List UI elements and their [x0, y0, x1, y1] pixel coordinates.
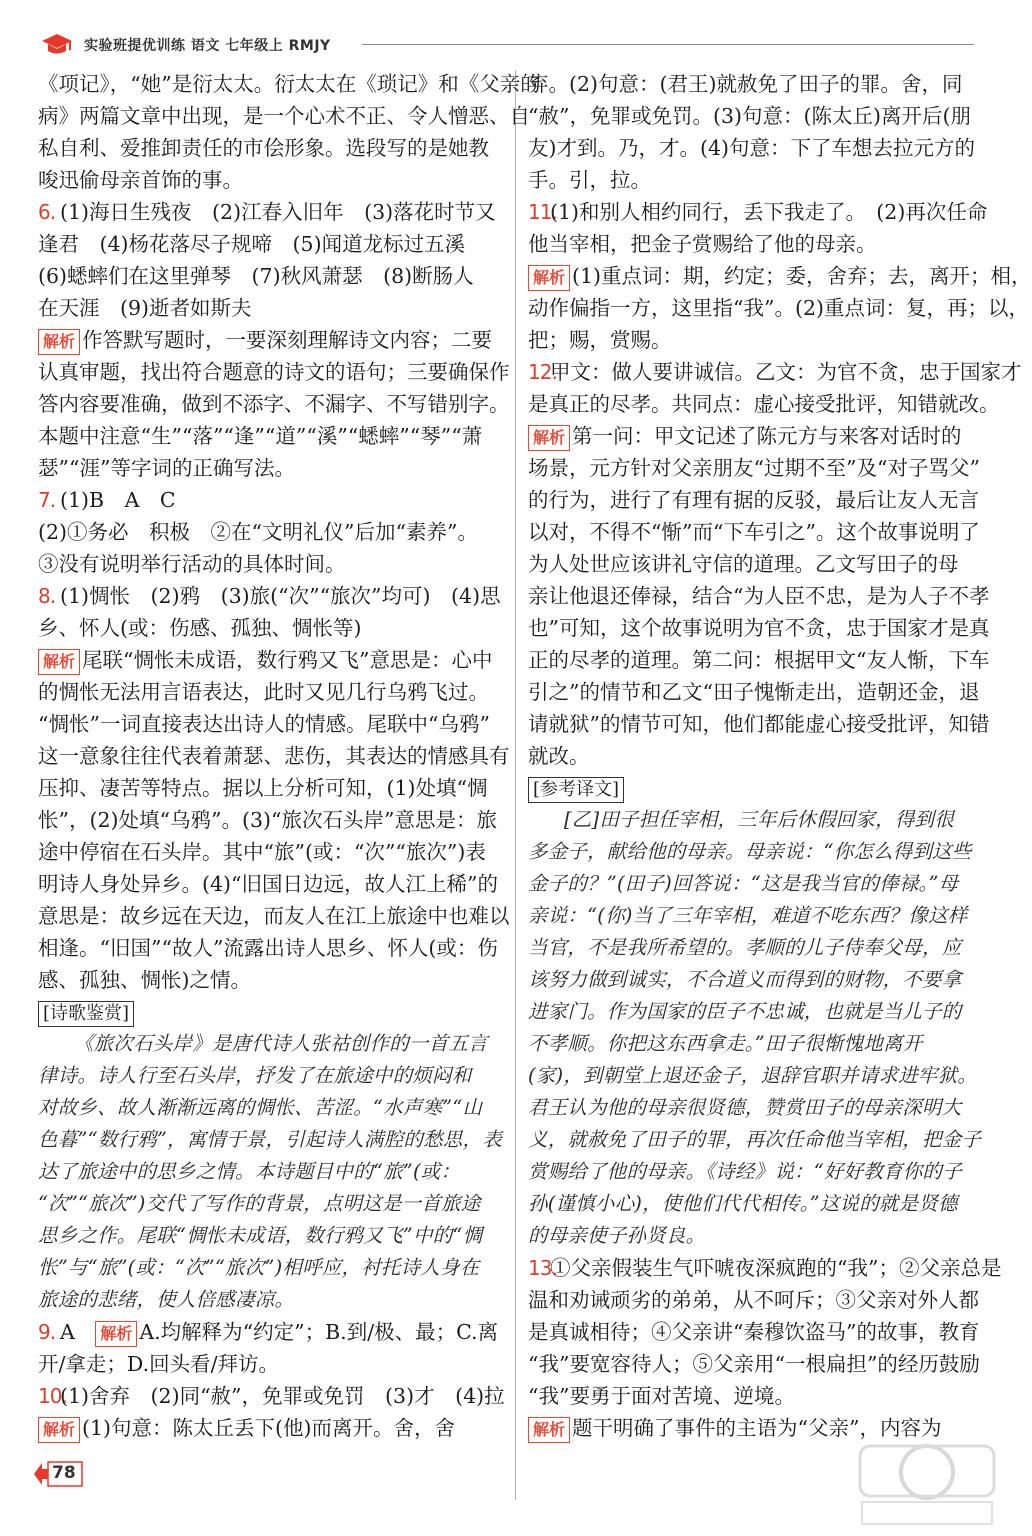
- line-text: (1)舍弃 (2)同“赦”，免罪或免罚 (3)才 (4)拉: [60, 1384, 505, 1408]
- line-text: [乙]田子担任宰相，三年后休假回家，得到很: [564, 808, 954, 831]
- analysis-tag-label: 解析: [533, 1420, 566, 1439]
- line-text: 把；赐，赏赐。: [528, 328, 672, 352]
- line-text: “我”要勇于面对苦境、逆境。: [528, 1384, 795, 1408]
- text-line: [38, 292, 502, 324]
- analysis-tag: [38, 1417, 80, 1443]
- line-text: 引之”的情节和乙文“田子愧惭走出，造朝还金，退: [528, 680, 980, 704]
- text-line: [38, 676, 502, 708]
- line-text: 为人处世应该讲礼守信的道理。乙文写田子的母: [528, 552, 959, 576]
- line-text: 甲文：做人要讲诚信。乙文：为官不贪，忠于国家才: [550, 360, 1022, 384]
- text-line: [528, 1348, 980, 1380]
- text-line: [38, 1252, 502, 1284]
- question-number: 12.: [528, 360, 557, 384]
- line-text: A: [60, 1320, 96, 1344]
- line-text: (家)，到朝堂上退还金子，退辞官职并请求进牢狱。: [528, 1064, 978, 1087]
- line-text: 弃。(2)句意：(君王)就赦免了田子的罪。舍，同: [528, 72, 963, 96]
- text-line: [38, 452, 502, 484]
- line-text: 瑟”“涯”等字词的正确写法。: [38, 456, 295, 480]
- line-text: 本题中注意“生”“落”“逢”“道”“溪”“蟋蟀”“琴”“萧: [38, 424, 483, 448]
- text-line: [528, 420, 980, 452]
- line-text: 认真审题，找出符合题意的诗文的语句；三要确保作: [38, 360, 510, 384]
- line-text: “我”要宽容待人；⑤父亲用“一根扁担”的经历鼓励: [528, 1352, 980, 1376]
- text-line: [528, 292, 1029, 324]
- text-line: [38, 1220, 502, 1252]
- question-number: 6.: [38, 200, 56, 224]
- text-line: [38, 644, 502, 676]
- analysis-tag: [528, 425, 570, 451]
- text-line: [528, 1316, 980, 1348]
- line-text: (6)蟋蟀们在这里弹琴 (7)秋风萧瑟 (8)断肠人: [38, 264, 474, 288]
- line-text: 思乡之作。尾联“惆怅未成语，数行鸦又飞”中的“惆: [38, 1224, 483, 1247]
- analysis-tag-label: 解析: [43, 1420, 76, 1439]
- page-number: 78: [52, 1463, 76, 1483]
- text-line: [38, 132, 502, 164]
- line-text: 作答默写题时，一要深刻理解诗文内容；二要: [82, 328, 493, 352]
- line-text: 意思是：故乡远在天边，而友人在江上旅途中也难以: [38, 904, 510, 928]
- line-text: 温和劝诫顽劣的弟弟，从不呵斥；③父亲对外人都: [528, 1288, 979, 1312]
- text-line: [38, 356, 510, 388]
- line-text: 色暮”“数行鸦”，寓情于景，引起诗人满腔的愁思，表: [38, 1128, 502, 1151]
- text-line: [528, 1412, 980, 1444]
- analysis-tag-label: 解析: [533, 268, 566, 287]
- question-number: 10.: [38, 1384, 67, 1408]
- text-line: [38, 900, 510, 932]
- text-line: [528, 996, 980, 1028]
- line-text: 达了旅途中的思乡之情。本诗题目中的“旅”(或：: [38, 1160, 461, 1183]
- text-line: [38, 260, 502, 292]
- text-line: [528, 228, 980, 260]
- text-line: [528, 452, 980, 484]
- text-line: [38, 964, 502, 996]
- text-line: [38, 1284, 502, 1316]
- graduation-cap-logo-icon: [40, 32, 74, 58]
- line-text: ①父亲假装生气吓唬夜深疯跑的“我”；②父亲总是: [550, 1256, 1002, 1280]
- text-line: [528, 740, 980, 772]
- analysis-tag: [528, 265, 570, 291]
- analysis-tag: [38, 649, 80, 675]
- text-line: [38, 708, 502, 740]
- column-divider: [515, 70, 516, 1500]
- text-line: [38, 740, 510, 772]
- line-text: 旅途的悲绪，使人倍感凄凉。: [38, 1288, 295, 1311]
- text-line: [528, 324, 980, 356]
- text-line: [38, 580, 502, 612]
- line-text: 《旅次石头岸》是唐代诗人张祜创作的一首五言: [74, 1032, 488, 1055]
- line-text: 友)才到。乃，才。(4)句意：下了车想去拉元方的: [528, 136, 976, 160]
- analysis-tag-label: 解析: [43, 652, 76, 671]
- text-line: [38, 1348, 502, 1380]
- line-text: 开/拿走；D.回头看/拜访。: [38, 1352, 280, 1376]
- text-line: [38, 1316, 502, 1348]
- text-line: [528, 1092, 980, 1124]
- analysis-tag-label: 解析: [43, 332, 76, 351]
- line-text: 进家门。作为国家的臣子不忠诚，也就是当儿子的: [528, 1000, 962, 1023]
- line-text: 唆迅偷母亲首饰的事。: [38, 168, 243, 192]
- line-text: 义，就赦免了田子的罪，再次任命他当宰相，把金子: [528, 1128, 982, 1151]
- line-text: 第一问：甲文记述了陈元方与来客对话时的: [572, 424, 962, 448]
- text-line: [528, 804, 980, 836]
- text-line: [528, 260, 1032, 292]
- text-line: [38, 548, 502, 580]
- text-line: [528, 164, 980, 196]
- question-number: 11.: [528, 200, 557, 224]
- text-line: [38, 772, 502, 804]
- text-line: [528, 516, 980, 548]
- line-text: (1)重点词：期，约定；委，舍弃；去，离开；相，: [572, 264, 1032, 288]
- line-text: 题干明确了事件的主语为“父亲”，内容为: [572, 1416, 942, 1440]
- line-text: 该努力做到诚实，不合道义而得到的财物，不要拿: [528, 968, 962, 991]
- text-line: [528, 68, 980, 100]
- text-line: [38, 228, 502, 260]
- line-text: 《项记》，“她”是衍太太。衍太太在《琐记》和《父亲的: [38, 72, 541, 96]
- line-text: 乡、怀人(或：伤感、孤独、惆怅等): [38, 616, 362, 640]
- line-text: 在天涯 (9)逝者如斯夫: [38, 296, 252, 320]
- header-rule: [362, 44, 974, 45]
- analysis-tag-label: 解析: [533, 428, 566, 447]
- text-line: [528, 836, 980, 868]
- question-number: 9.: [38, 1320, 56, 1344]
- text-line: [528, 1156, 980, 1188]
- line-text: 逢君 (4)杨花落尽子规啼 (5)闻道龙标过五溪: [38, 232, 466, 256]
- line-text: 请就狱”的情节可知，他们都能虚心接受批评，知错: [528, 712, 990, 736]
- line-text: 他当宰相，把金子赏赐给了他的母亲。: [528, 232, 877, 256]
- book-title: 实验班提优训练 语文 七年级上 RMJY: [84, 38, 331, 54]
- question-number: 7.: [38, 488, 56, 512]
- line-text: (1)海日生残夜 (2)江春入旧年 (3)落花时节又: [60, 200, 496, 224]
- line-text: (1)B A C: [60, 488, 176, 512]
- right-column: [528, 68, 1032, 1444]
- text-line: [38, 612, 502, 644]
- text-line: [38, 804, 502, 836]
- text-line: [528, 100, 980, 132]
- line-text: 怅”与“旅”(或：“次”“旅次”)相呼应，衬托诗人身在: [38, 1256, 480, 1279]
- text-line: [528, 708, 990, 740]
- line-text: 金子的？”(田子)回答说：“这是我当官的俸禄。”母: [528, 872, 959, 895]
- text-line: [528, 484, 980, 516]
- text-line: [38, 324, 502, 356]
- text-line: [528, 644, 990, 676]
- text-line: [38, 164, 502, 196]
- line-text: 私自利、爱推卸责任的市侩形象。选段写的是她教: [38, 136, 489, 160]
- text-line: [38, 196, 502, 228]
- site-watermark-logo: [852, 1442, 1002, 1530]
- text-line: [528, 388, 1000, 420]
- line-text: 当官，不是我所希望的。孝顺的儿子侍奉父母，应: [528, 936, 962, 959]
- line-text: 是真诚相待；④父亲讲“秦穆饮盗马”的故事，教育: [528, 1320, 980, 1344]
- text-line: [528, 132, 980, 164]
- text-line: [38, 1412, 502, 1444]
- line-text: 亲说：“(你)当了三年宰相，难道不吃东西？像这样: [528, 904, 968, 927]
- text-line: [528, 1188, 980, 1220]
- text-line: [528, 1380, 980, 1412]
- line-text: 是真正的尽孝。共同点：虚心接受批评，知错就改。: [528, 392, 1000, 416]
- text-line: [38, 1124, 502, 1156]
- question-number: 13.: [528, 1256, 557, 1280]
- left-column: [38, 68, 541, 1444]
- text-line: [528, 676, 980, 708]
- text-line: [528, 356, 1022, 388]
- text-line: [38, 1380, 505, 1412]
- line-text: 不孝顺。你把这东西拿走。”田子很惭愧地离开: [528, 1032, 923, 1055]
- analysis-tag: [95, 1321, 137, 1347]
- line-text: “赦”，免罪或免罚。(3)句意：(陈太丘)离开后(朋: [528, 104, 971, 128]
- line-text: (1)句意：陈太丘丢下(他)而离开。舍，舍: [82, 1416, 456, 1440]
- text-line: [528, 580, 990, 612]
- section-heading-label: [参考译文]: [533, 779, 620, 800]
- text-line: [528, 932, 980, 964]
- analysis-tag: [528, 1417, 570, 1443]
- text-line: [38, 868, 502, 900]
- line-text: 动作偏指一方，这里指“我”。(2)重点词：复，再；以，: [528, 296, 1029, 320]
- text-line: [528, 1220, 980, 1252]
- line-text: ③没有说明举行活动的具体时间。: [38, 552, 346, 576]
- line-text: “次”“旅次”)交代了写作的背景，点明这是一首旅途: [38, 1192, 481, 1215]
- text-line: [528, 1252, 1002, 1284]
- line-text: 赏赐给了他的母亲。《诗经》说：“好好教育你的子: [528, 1160, 962, 1183]
- text-line: [38, 1028, 502, 1060]
- text-line: [38, 932, 502, 964]
- line-text: 场景，元方针对父亲朋友“过期不至”及“对子骂父”: [528, 456, 980, 480]
- text-line: [528, 868, 980, 900]
- line-text: (1)和别人相约同行，丢下我走了。 (2)再次任命: [550, 200, 988, 224]
- text-line: [38, 996, 502, 1028]
- line-text: 手。引，拉。: [528, 168, 651, 192]
- text-line: [38, 836, 502, 868]
- text-line: [528, 1284, 980, 1316]
- line-text: 律诗。诗人行至石头岸，抒发了在旅途中的烦闷和: [38, 1064, 472, 1087]
- text-line: [528, 772, 980, 804]
- line-text: 答内容要准确，做到不添字、不漏字、不写错别字。: [38, 392, 510, 416]
- text-line: [38, 1188, 502, 1220]
- line-text: 对故乡、故人渐渐远离的惆怅、苦涩。“水声寒”“山: [38, 1096, 483, 1119]
- question-number: 8.: [38, 584, 56, 608]
- text-line: [528, 1028, 980, 1060]
- line-text: 正的尽孝的道理。第二问：根据甲文“友人惭，下车: [528, 648, 990, 672]
- section-heading-label: [诗歌鉴赏]: [43, 1003, 130, 1024]
- text-line: [38, 1060, 502, 1092]
- line-text: (1)惆怅 (2)鸦 (3)旅(“次”“旅次”均可) (4)思: [60, 584, 501, 608]
- page-header: [40, 32, 980, 58]
- line-text: 怅”，(2)处填“乌鸦”。(3)“旅次石头岸”意思是：旅: [38, 808, 497, 832]
- line-text: 就改。: [528, 744, 590, 768]
- text-line: [528, 548, 980, 580]
- analysis-tag-label: 解析: [100, 1324, 133, 1343]
- line-text: 这一意象往往代表着萧瑟、悲伤，其表达的情感具有: [38, 744, 510, 768]
- line-text: 孙(谨慎小心)，使他们代代相传。”这说的就是贤德: [528, 1192, 958, 1215]
- analysis-tag: [38, 329, 80, 355]
- line-text: (2)①务必 积极 ②在“文明礼仪”后加“素养”。: [38, 520, 478, 544]
- text-line: [38, 516, 502, 548]
- line-text: 的惆怅无法用言语表达，此时又见几行乌鸦飞过。: [38, 680, 489, 704]
- text-line: [528, 612, 990, 644]
- text-line: [528, 964, 980, 996]
- line-text: 病》两篇文章中出现，是一个心术不正、令人憎恶、自: [38, 104, 530, 128]
- text-line: [38, 100, 530, 132]
- text-line: [528, 1060, 980, 1092]
- text-line: [38, 388, 510, 420]
- text-line: [38, 1156, 502, 1188]
- text-line: [38, 1092, 502, 1124]
- text-line: [528, 1124, 980, 1156]
- line-text: A.均解释为“约定”；B.到/极、最；C.离: [139, 1320, 499, 1344]
- line-text: 感、孤独、惆怅)之情。: [38, 968, 251, 992]
- text-line: [528, 196, 988, 228]
- line-text: 相逢。“旧国”“故人”流露出诗人思乡、怀人(或：伤: [38, 936, 498, 960]
- line-text: 多金子，献给他的母亲。母亲说：“你怎么得到这些: [528, 840, 972, 863]
- line-text: 亲让他退还俸禄，结合“为人臣不忠，是为人子不孝: [528, 584, 990, 608]
- line-text: 明诗人身处异乡。(4)“旧国日边远，故人江上稀”的: [38, 872, 498, 896]
- line-text: 君王认为他的母亲很贤德，赞赏田子的母亲深明大: [528, 1096, 962, 1119]
- line-text: 的母亲使子孙贤良。: [528, 1224, 706, 1247]
- line-text: “惆怅”一词直接表达出诗人的情感。尾联中“乌鸦”: [38, 712, 490, 736]
- text-line: [38, 484, 502, 516]
- line-text: 以对，不得不“惭”而“下车引之”。这个故事说明了: [528, 520, 980, 544]
- text-line: [38, 68, 541, 100]
- text-line: [38, 420, 502, 452]
- text-line: [528, 900, 980, 932]
- line-text: 的行为，进行了有理有据的反驳，最后让友人无言: [528, 488, 979, 512]
- line-text: 尾联“惆怅未成语，数行鸦又飞”意思是：心中: [82, 648, 493, 672]
- line-text: 也”可知，这个故事说明为官不贪，忠于国家才是真: [528, 616, 990, 640]
- section-heading: [38, 1001, 134, 1027]
- section-heading: [528, 777, 624, 803]
- line-text: 途中停宿在石头岸。其中“旅”(或：“次”“旅次”)表: [38, 840, 486, 864]
- line-text: 压抑、凄苦等特点。据以上分析可知，(1)处填“惆: [38, 776, 488, 800]
